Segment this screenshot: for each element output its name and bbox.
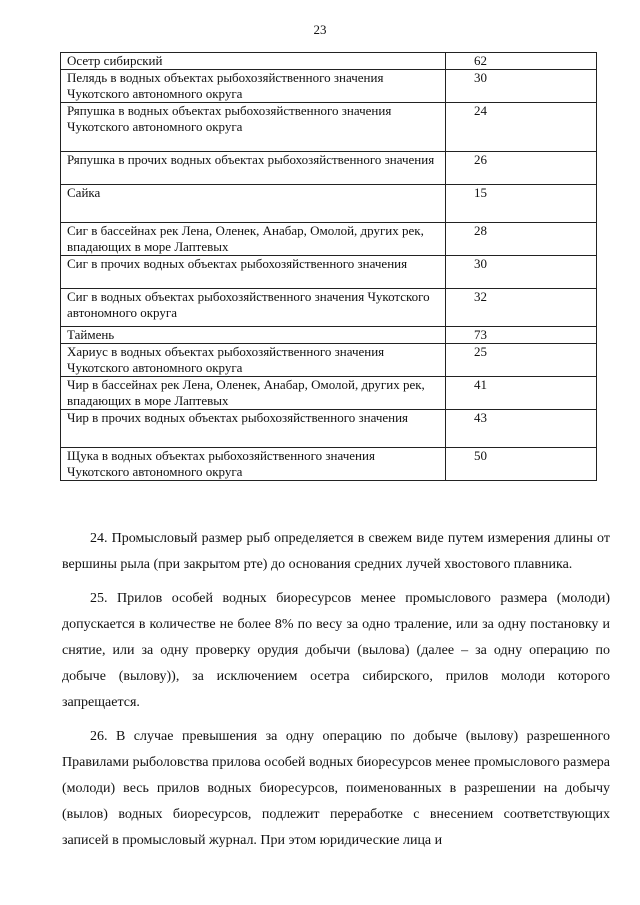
table-row xyxy=(61,53,597,70)
min-size-cell: 15 xyxy=(446,185,597,223)
page-number: 23 xyxy=(313,22,327,37)
species-name-cell: Чир в прочих водных объектах рыбохозяйственного значения xyxy=(61,410,446,448)
table-row xyxy=(61,70,597,103)
min-size-cell: 25 xyxy=(446,344,597,377)
species-name-cell: Щука в водных объектах рыбохозяйственного значения Чукотского автономного округа xyxy=(61,448,446,481)
species-name-cell: Ряпушка в водных объектах рыбохозяйственного значения Чукотского автономного округа xyxy=(61,103,446,152)
table-row xyxy=(61,185,597,223)
table-row xyxy=(61,377,597,410)
table-row xyxy=(61,152,597,185)
table-row xyxy=(61,410,597,448)
species-name-cell: Сайка xyxy=(61,185,446,223)
species-name-cell: Сиг в бассейнах рек Лена, Оленек, Анабар, Омолой, других рек, впадающих в море Лаптевых xyxy=(61,223,446,256)
table-row xyxy=(61,223,597,256)
min-size-cell: 30 xyxy=(446,256,597,289)
min-size-cell: 62 xyxy=(446,53,597,70)
min-size-cell: 26 xyxy=(446,152,597,185)
species-name-cell: Пелядь в водных объектах рыбохозяйственного значения Чукотского автономного округа xyxy=(61,70,446,103)
min-size-cell: 43 xyxy=(446,410,597,448)
paragraph-24: 24. Промысловый размер рыб определяется в свежем виде путем измерения длины от вершины рыла (при закрытом рте) до основания средних лучей хвостового плавника. xyxy=(62,531,610,572)
fish-size-table xyxy=(60,52,597,481)
species-name-cell: Ряпушка в прочих водных объектах рыбохозяйственного значения xyxy=(61,152,446,185)
min-size-cell: 24 xyxy=(446,103,597,152)
table-row xyxy=(61,448,597,481)
table-row xyxy=(61,344,597,377)
species-name-cell: Чир в бассейнах рек Лена, Оленек, Анабар, Омолой, других рек, впадающих в море Лаптевых xyxy=(61,377,446,410)
min-size-cell: 50 xyxy=(446,448,597,481)
table-row xyxy=(61,327,597,344)
table-row xyxy=(61,256,597,289)
species-name-cell: Сиг в водных объектах рыбохозяйственного значения Чукотского автономного округа xyxy=(61,289,446,327)
table-row xyxy=(61,103,597,152)
species-name-cell: Хариус в водных объектах рыбохозяйственного значения Чукотского автономного округа xyxy=(61,344,446,377)
species-name-cell: Таймень xyxy=(61,327,446,344)
min-size-cell: 28 xyxy=(446,223,597,256)
species-name-cell: Осетр сибирский xyxy=(61,53,446,70)
paragraph-26: 26. В случае превышения за одну операцию по добыче (вылову) разрешенного Правилами рыболовства прилова особей водных биоресурсов менее промыслового размера (молоди) весь прилов водных биоресурсов, поименованных в разрешении на добычу (вылов) водных биоресурсов, подлежит переработке с внесением соответствующих записей в промысловый журнал. При этом юридические лица и xyxy=(62,729,610,848)
table-row xyxy=(61,289,597,327)
min-size-cell: 30 xyxy=(446,70,597,103)
paragraph-25: 25. Прилов особей водных биоресурсов менее промыслового размера (молоди) допускается в количестве не более 8% по весу за одно траление, или за одну постановку и снятие, или за одну проверку орудия добычи (вылова) (далее – за одну операцию по добыче (вылову)), за исключением осетра сибирского, прилов молоди которого запрещается. xyxy=(62,591,610,710)
min-size-cell: 32 xyxy=(446,289,597,327)
min-size-cell: 73 xyxy=(446,327,597,344)
min-size-cell: 41 xyxy=(446,377,597,410)
species-name-cell: Сиг в прочих водных объектах рыбохозяйственного значения xyxy=(61,256,446,289)
body-text xyxy=(62,526,610,862)
